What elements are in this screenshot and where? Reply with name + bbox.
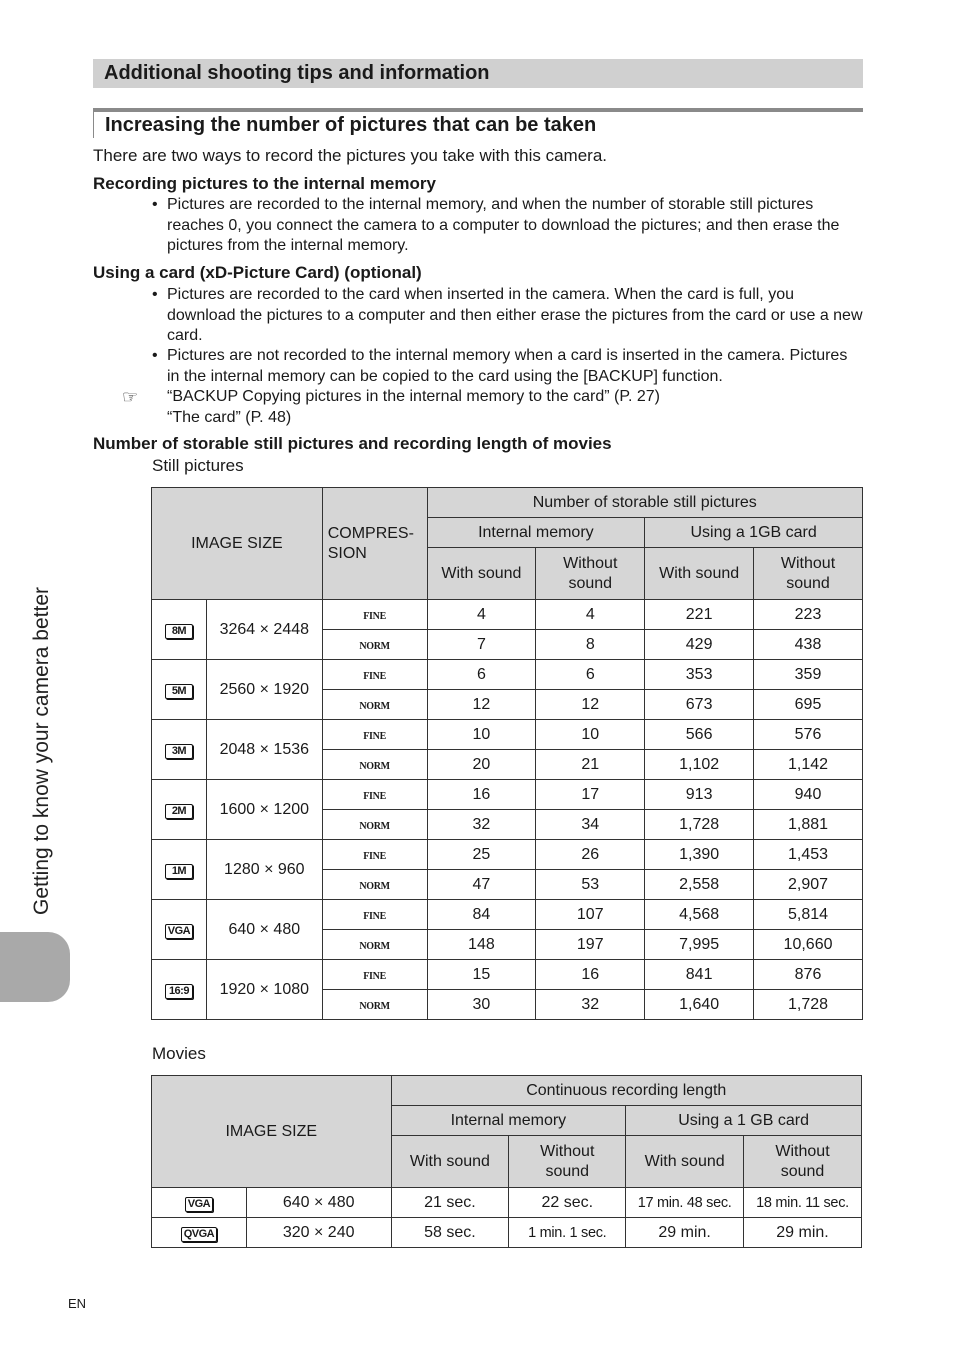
image-size-icon-cell xyxy=(152,840,207,900)
compression-fine-icon: FINE xyxy=(363,850,386,862)
compression-norm-icon: NORM xyxy=(359,820,390,832)
table-row xyxy=(152,600,863,630)
compression-cell xyxy=(322,660,427,690)
compression-fine-icon: FINE xyxy=(363,730,386,742)
storable-count: 10,660 xyxy=(754,930,863,960)
image-size-icon-cell xyxy=(152,660,207,720)
image-size-icon: 16:9 xyxy=(165,984,193,999)
header-with-sound: With sound xyxy=(645,548,754,600)
compression-norm-icon: NORM xyxy=(359,700,390,712)
header-without-sound: Without sound xyxy=(744,1136,862,1188)
image-size-value: 1280 × 960 xyxy=(206,840,322,900)
storable-count: 84 xyxy=(427,900,536,930)
storable-count: 576 xyxy=(754,720,863,750)
recording-length: 18 min. 11 sec. xyxy=(744,1188,862,1218)
compression-cell xyxy=(322,600,427,630)
table-row xyxy=(152,660,863,690)
table-row xyxy=(152,840,863,870)
compression-cell xyxy=(322,900,427,930)
storable-count: 32 xyxy=(427,810,536,840)
section-title-bar xyxy=(93,59,863,88)
storable-count: 1,728 xyxy=(645,810,754,840)
compression-cell xyxy=(322,990,427,1020)
compression-cell xyxy=(322,690,427,720)
header-1gb-card: Using a 1 GB card xyxy=(626,1106,862,1136)
image-size-icon-cell xyxy=(152,600,207,660)
movie-size-value: 320 × 240 xyxy=(246,1218,391,1248)
storable-count: 6 xyxy=(536,660,645,690)
compression-fine-icon: FINE xyxy=(363,610,386,622)
side-tab-marker xyxy=(0,932,70,1002)
movie-size-value: 640 × 480 xyxy=(246,1188,391,1218)
compression-norm-icon: NORM xyxy=(359,880,390,892)
compression-cell xyxy=(322,630,427,660)
reference-link-backup[interactable]: “BACKUP Copying pictures in the internal memory to the card” (P. 27) xyxy=(167,388,660,405)
internal-heading: Recording pictures to the internal memory xyxy=(93,174,436,193)
movie-size-icon-cell xyxy=(152,1218,247,1248)
header-with-sound: With sound xyxy=(391,1136,509,1188)
image-size-icon: VGA xyxy=(165,924,193,939)
recording-length: 1 min. 1 sec. xyxy=(509,1218,626,1248)
compression-cell xyxy=(322,780,427,810)
storable-count: 223 xyxy=(754,600,863,630)
storable-count: 4 xyxy=(427,600,536,630)
section-title: Additional shooting tips and information xyxy=(104,62,490,84)
storable-count: 16 xyxy=(427,780,536,810)
storable-count: 566 xyxy=(645,720,754,750)
compression-fine-icon: FINE xyxy=(363,910,386,922)
compression-norm-icon: NORM xyxy=(359,1000,390,1012)
side-tab-label: Getting to know your camera better xyxy=(30,587,53,915)
image-size-value: 1920 × 1080 xyxy=(206,960,322,1020)
storable-count: 429 xyxy=(645,630,754,660)
reference-link-card[interactable]: “The card” (P. 48) xyxy=(167,408,292,426)
storable-count: 26 xyxy=(536,840,645,870)
card-heading: Using a card (xD-Picture Card) (optional) xyxy=(93,263,422,282)
recording-length: 29 min. xyxy=(626,1218,744,1248)
movie-size-icon: VGA xyxy=(185,1197,213,1212)
compression-cell xyxy=(322,720,427,750)
storable-count: 21 xyxy=(536,750,645,780)
storable-count: 32 xyxy=(536,990,645,1020)
storable-count: 1,728 xyxy=(754,990,863,1020)
internal-bullet: • Pictures are recorded to the internal memory, and when the number of storable still pictures reaches 0, you connect the camera to a computer to download the pictures; and then erase the pictures from the internal memory. xyxy=(152,196,840,254)
table-row xyxy=(152,1218,862,1248)
storable-count: 353 xyxy=(645,660,754,690)
image-size-icon-cell xyxy=(152,900,207,960)
storable-count: 10 xyxy=(536,720,645,750)
header-with-sound: With sound xyxy=(626,1136,744,1188)
subsection-title-bar xyxy=(93,108,863,138)
storable-count: 913 xyxy=(645,780,754,810)
compression-cell xyxy=(322,750,427,780)
storable-count: 4,568 xyxy=(645,900,754,930)
storable-count: 2,558 xyxy=(645,870,754,900)
storable-count: 1,881 xyxy=(754,810,863,840)
header-with-sound: With sound xyxy=(427,548,536,600)
storable-count: 148 xyxy=(427,930,536,960)
storable-count: 107 xyxy=(536,900,645,930)
compression-cell xyxy=(322,840,427,870)
movies-label: Movies xyxy=(152,1044,206,1063)
compression-fine-icon: FINE xyxy=(363,670,386,682)
compression-norm-icon: NORM xyxy=(359,640,390,652)
compression-cell xyxy=(322,870,427,900)
movies-table xyxy=(151,1075,862,1248)
header-1gb-card: Using a 1GB card xyxy=(645,518,863,548)
intro-text: There are two ways to record the pictures you take with this camera. xyxy=(93,146,608,165)
pointing-hand-icon: ☞ xyxy=(122,387,139,407)
recording-length: 29 min. xyxy=(744,1218,862,1248)
table-row xyxy=(152,1188,862,1218)
header-internal-memory: Internal memory xyxy=(391,1106,626,1136)
still-pictures-label: Still pictures xyxy=(152,456,244,475)
storable-count: 1,142 xyxy=(754,750,863,780)
storable-count: 6 xyxy=(427,660,536,690)
image-size-icon: 8M xyxy=(165,624,193,639)
storable-count: 15 xyxy=(427,960,536,990)
recording-length: 58 sec. xyxy=(391,1218,509,1248)
storable-count: 1,453 xyxy=(754,840,863,870)
storable-count: 20 xyxy=(427,750,536,780)
header-number-storable: Number of storable still pictures xyxy=(427,488,863,518)
storable-count: 695 xyxy=(754,690,863,720)
image-size-value: 2560 × 1920 xyxy=(206,660,322,720)
header-image-size: IMAGE SIZE xyxy=(152,488,323,600)
image-size-value: 640 × 480 xyxy=(206,900,322,960)
storable-count: 7 xyxy=(427,630,536,660)
storable-count: 25 xyxy=(427,840,536,870)
storable-count: 1,102 xyxy=(645,750,754,780)
storable-count: 12 xyxy=(536,690,645,720)
image-size-icon: 2M xyxy=(165,804,193,819)
card-bullet-1: • Pictures are recorded to the card when inserted in the camera. When the card is full, you download the pictures to a computer and then either erase the pictures from the card or use a new card. xyxy=(152,286,863,344)
storable-count: 5,814 xyxy=(754,900,863,930)
recording-length: 22 sec. xyxy=(509,1188,626,1218)
storable-count: 4 xyxy=(536,600,645,630)
compression-cell xyxy=(322,960,427,990)
table-row xyxy=(152,780,863,810)
image-size-icon: 1M xyxy=(165,864,193,879)
table-row xyxy=(152,720,863,750)
still-pictures-table xyxy=(151,487,863,1020)
compression-cell xyxy=(322,810,427,840)
compression-norm-icon: NORM xyxy=(359,760,390,772)
header-without-sound: Without sound xyxy=(509,1136,626,1188)
reference-block xyxy=(122,387,660,428)
storable-count: 438 xyxy=(754,630,863,660)
compression-cell xyxy=(322,930,427,960)
header-compression: COMPRES-SION xyxy=(322,488,427,600)
image-size-icon-cell xyxy=(152,720,207,780)
storable-count: 197 xyxy=(536,930,645,960)
footer-language: EN xyxy=(68,1296,87,1311)
storable-count: 16 xyxy=(536,960,645,990)
storable-count: 53 xyxy=(536,870,645,900)
image-size-icon: 5M xyxy=(165,684,193,699)
card-bullet-2: • Pictures are not recorded to the internal memory when a card is inserted in the camera. Pictures in the internal memory can be copied to the card using the [BACKUP] function. xyxy=(152,347,848,385)
storable-count: 1,640 xyxy=(645,990,754,1020)
recording-length: 17 min. 48 sec. xyxy=(626,1188,744,1218)
storable-count: 876 xyxy=(754,960,863,990)
storable-count: 30 xyxy=(427,990,536,1020)
image-size-value: 3264 × 2448 xyxy=(206,600,322,660)
storable-count: 2,907 xyxy=(754,870,863,900)
storable-count: 10 xyxy=(427,720,536,750)
storable-count: 12 xyxy=(427,690,536,720)
storable-count: 1,390 xyxy=(645,840,754,870)
storable-count: 221 xyxy=(645,600,754,630)
storable-count: 673 xyxy=(645,690,754,720)
header-continuous-length: Continuous recording length xyxy=(391,1076,861,1106)
storable-heading: Number of storable still pictures and recording length of movies xyxy=(93,434,612,453)
compression-fine-icon: FINE xyxy=(363,970,386,982)
recording-length: 21 sec. xyxy=(391,1188,509,1218)
storable-count: 8 xyxy=(536,630,645,660)
movie-size-icon-cell xyxy=(152,1188,247,1218)
image-size-icon-cell xyxy=(152,780,207,840)
storable-count: 17 xyxy=(536,780,645,810)
storable-count: 359 xyxy=(754,660,863,690)
image-size-icon: 3M xyxy=(165,744,193,759)
storable-count: 34 xyxy=(536,810,645,840)
storable-count: 940 xyxy=(754,780,863,810)
image-size-value: 2048 × 1536 xyxy=(206,720,322,780)
table-row xyxy=(152,960,863,990)
header-without-sound: Without sound xyxy=(754,548,863,600)
image-size-value: 1600 × 1200 xyxy=(206,780,322,840)
header-internal-memory: Internal memory xyxy=(427,518,645,548)
image-size-icon-cell xyxy=(152,960,207,1020)
compression-fine-icon: FINE xyxy=(363,790,386,802)
movie-size-icon: QVGA xyxy=(181,1227,217,1242)
storable-count: 841 xyxy=(645,960,754,990)
header-image-size: IMAGE SIZE xyxy=(152,1076,392,1188)
subsection-title: Increasing the number of pictures that can be taken xyxy=(105,114,597,136)
header-without-sound: Without sound xyxy=(536,548,645,600)
compression-norm-icon: NORM xyxy=(359,940,390,952)
table-row xyxy=(152,900,863,930)
storable-count: 7,995 xyxy=(645,930,754,960)
storable-count: 47 xyxy=(427,870,536,900)
